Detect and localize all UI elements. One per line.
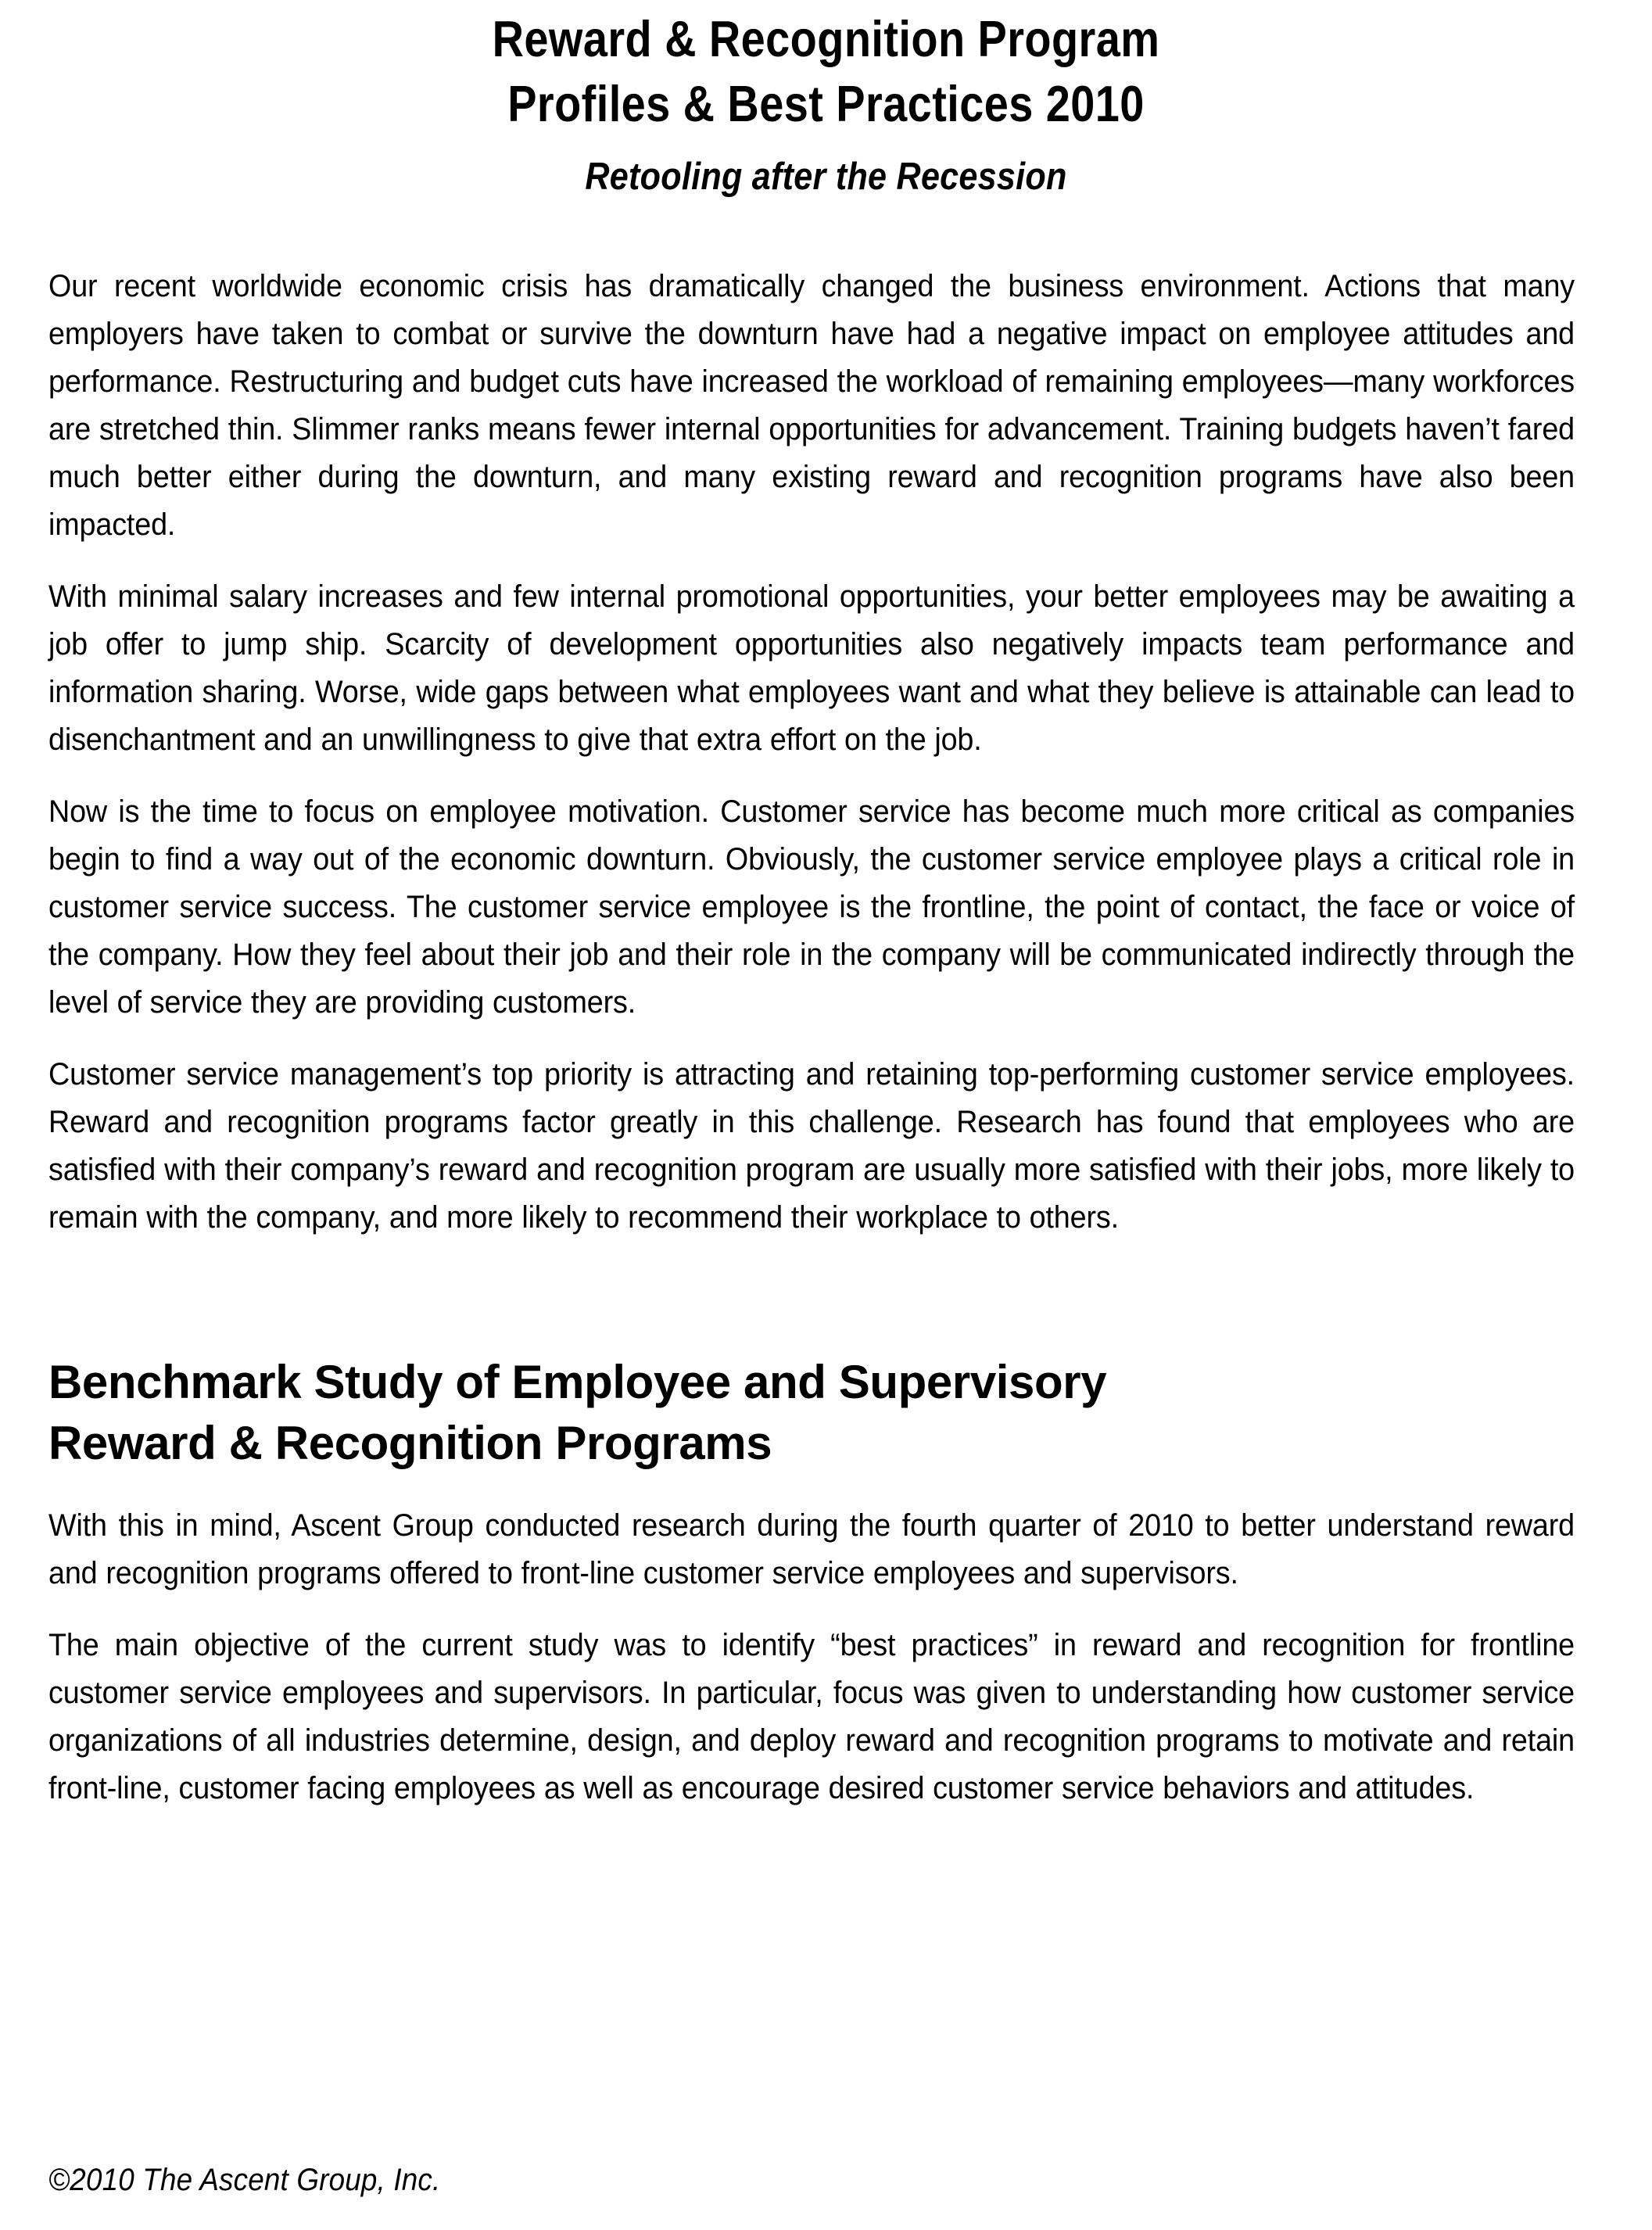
section-paragraph-1: With this in mind, Ascent Group conducted research during the fourth quarter of 2010 to better understand reward and recognition programs offered to front-line customer service employees and supervisors.: [48, 1508, 1575, 1590]
section-heading-line-2: Reward & Recognition Programs: [48, 1417, 772, 1469]
section-heading-spacer-top: [48, 1266, 1575, 1352]
document-body: [48, 263, 1575, 1812]
section-paragraph-2: The main objective of the current study was to identify “best practices” in reward and recognition for frontline customer service employees and supervisors. In particular, focus was given to understanding how customer service organizations of all industries determine, design, and deploy reward and recognition programs to motivate and retain front-line, customer facing employees as well as encourage desired customer service behaviors and attitudes.: [48, 1628, 1575, 1805]
intro-paragraph-2: With minimal salary increases and few internal promotional opportunities, your better employees may be awaiting a job offer to jump ship. Scarcity of development opportunities also negatively impacts team performance and information sharing. Worse, wide gaps between what employees want and what they believe is attainable can lead to disenchantment and an unwillingness to give that extra effort on the job.: [48, 579, 1575, 757]
intro-paragraph-4: Customer service management’s top priority is attracting and retaining top-performing customer service employees. Reward and recognition programs factor greatly in this challenge. Research has found that employees who are satisfied with their company’s reward and recognition program are usually more satisfied with their jobs, more likely to remain with the company, and more likely to recommend their workplace to others.: [48, 1057, 1575, 1235]
document-title-block: [0, 6, 1652, 200]
intro-paragraph-1: Our recent worldwide economic crisis has dramatically changed the business environment. Actions that many employers have taken to combat or survive the downturn have had a negative impact on employee attitudes and performance. Restructuring and budget cuts have increased the workload of remaining employees—many workforces are stretched thin. Slimmer ranks means fewer internal opportunities for advancement. Training budgets haven’t fared much better either during the downturn, and many existing reward and recognition programs have also been impacted.: [48, 269, 1575, 542]
intro-paragraph-3: Now is the time to focus on employee motivation. Customer service has become much more critical as companies begin to find a way out of the economic downturn. Obviously, the customer service employee plays a critical role in customer service success. The customer service employee is the frontline, the point of contact, the face or voice of the company. How they feel about their job and their role in the company will be communicated indirectly through the level of service they are providing customers.: [48, 794, 1575, 1020]
document-title-line-1: Reward & Recognition Program: [492, 10, 1160, 67]
section-heading-spacer-bottom: [48, 1474, 1575, 1502]
document-subtitle: Retooling after the Recession: [585, 156, 1067, 198]
section-heading-line-1: Benchmark Study of Employee and Supervisory: [48, 1356, 1107, 1408]
copyright-footer: ©2010 The Ascent Group, Inc.: [48, 2163, 441, 2197]
document-title-line-2: Profiles & Best Practices 2010: [507, 75, 1145, 132]
